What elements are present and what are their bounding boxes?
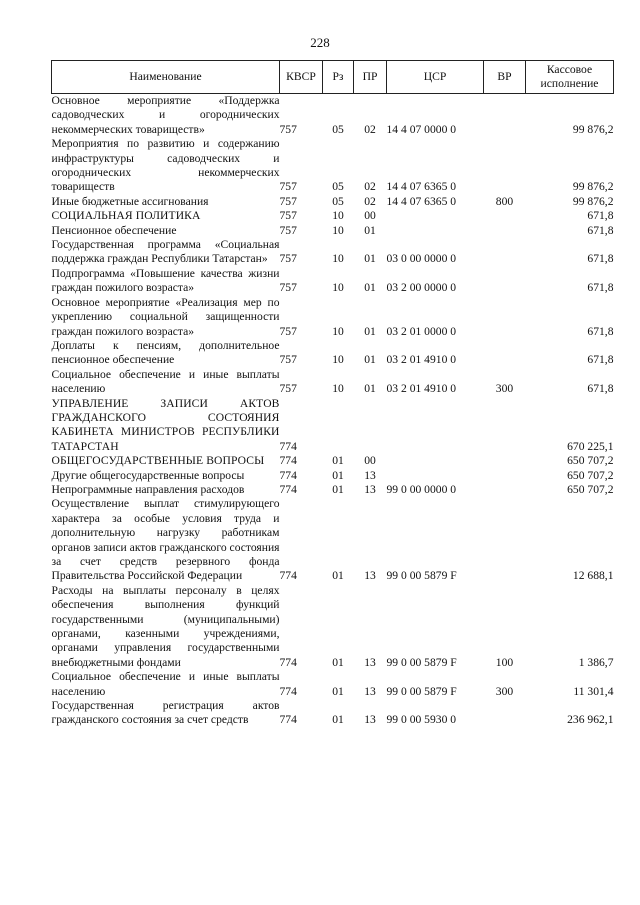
row-vr: [484, 469, 526, 483]
table-row: [52, 699, 614, 728]
row-name: Непрограммные направления расходов: [51, 482, 245, 496]
row-amount: 236 962,1: [567, 713, 614, 727]
row-amount: 650 707,2: [567, 454, 614, 468]
row-amount: 671,8: [587, 209, 614, 223]
row-rz: 05: [332, 180, 344, 194]
row-pr: 02: [364, 194, 376, 208]
row-csr: 14 4 07 6365 0: [386, 194, 457, 208]
table-row: [52, 584, 614, 670]
row-vr: [484, 483, 526, 497]
row-name: Мероприятия по развитию и содержанию инфраструктуры садоводческих и огороднических некоммерческих товариществ: [51, 137, 280, 194]
row-rz: 05: [332, 122, 344, 136]
row-name: УПРАВЛЕНИЕ ЗАПИСИ АКТОВ ГРАЖДАНСКОГО СОСТОЯНИЯ КАБИНЕТА МИНИСТРОВ РЕСПУБЛИКИ ТАТАРСТАН: [51, 396, 280, 453]
row-vr: [484, 397, 526, 455]
row-rz: 10: [332, 281, 344, 295]
row-vr: [484, 296, 526, 339]
row-csr: 99 0 00 5879 F: [386, 684, 457, 698]
row-name: Другие общегосударственные вопросы: [51, 468, 245, 482]
table-row: [52, 368, 614, 397]
table-row: [52, 238, 614, 267]
page-number: 228: [310, 35, 330, 50]
row-vr: [484, 238, 526, 267]
row-name: Социальное обеспечение и иные выплаты населению: [51, 670, 280, 698]
row-kvsr: 757: [279, 122, 297, 136]
row-csr: 99 0 00 5879 F: [386, 655, 457, 669]
row-pr: 01: [364, 353, 376, 367]
row-amount: 99 876,2: [572, 180, 614, 194]
table-row: [52, 483, 614, 497]
row-rz: 10: [332, 324, 344, 338]
table-row: [52, 267, 614, 296]
row-csr: 14 4 07 0000 0: [386, 122, 457, 136]
header-csr: ЦСР: [387, 61, 484, 94]
table-row: [52, 339, 614, 368]
row-pr: 01: [364, 223, 376, 237]
row-kvsr: 774: [279, 684, 297, 698]
row-csr: [387, 454, 484, 468]
row-pr: 00: [364, 454, 376, 468]
row-amount: 670 225,1: [567, 439, 614, 453]
table-row: [52, 296, 614, 339]
row-kvsr: 757: [279, 180, 297, 194]
table-row: [52, 224, 614, 238]
row-vr: 300: [495, 382, 514, 396]
row-rz: 10: [332, 209, 344, 223]
row-csr: [387, 469, 484, 483]
row-vr: [484, 224, 526, 238]
row-vr: [484, 209, 526, 223]
row-kvsr: 774: [279, 439, 297, 453]
row-vr: [484, 699, 526, 728]
header-vr: ВР: [484, 61, 526, 94]
row-rz: 01: [332, 684, 344, 698]
row-amount: 11 301,4: [573, 684, 614, 698]
row-amount: 99 876,2: [572, 194, 614, 208]
row-rz: 10: [332, 223, 344, 237]
table-row: [52, 94, 614, 138]
row-pr: [354, 397, 387, 455]
row-name: Осуществление выплат стимулирующего характера за особые условия труда и дополнительную нагрузку работникам органов записи актов гражданского состояния за счет средств резервного фонда Правительства Российской Федерации: [51, 497, 280, 583]
row-csr: 14 4 07 6365 0: [386, 180, 457, 194]
row-vr: [484, 137, 526, 195]
row-kvsr: 774: [279, 468, 297, 482]
row-csr: 99 0 00 5930 0: [386, 713, 457, 727]
row-kvsr: 774: [279, 655, 297, 669]
row-rz: 10: [332, 382, 344, 396]
header-kvsr: КВСР: [280, 61, 323, 94]
header-rz: Рз: [323, 61, 354, 94]
row-name: Доплаты к пенсиям, дополнительное пенсионное обеспечение: [51, 338, 280, 367]
row-vr: 300: [495, 684, 514, 698]
header-name: Наименование: [52, 61, 280, 94]
row-rz: 01: [332, 713, 344, 727]
row-rz: 10: [332, 353, 344, 367]
row-kvsr: 757: [279, 194, 297, 208]
row-csr: [387, 397, 484, 455]
row-amount: 671,8: [587, 382, 614, 396]
row-name: Основное мероприятие «Поддержка садоводческих и огороднических некоммерческих товариществ»: [51, 94, 280, 136]
row-kvsr: 774: [279, 713, 297, 727]
row-csr: 03 2 01 4910 0: [386, 382, 457, 396]
row-pr: 13: [364, 482, 376, 496]
row-kvsr: 757: [279, 223, 297, 237]
row-name: Государственная регистрация актов гражданского состояния за счет средств: [51, 699, 280, 727]
row-name: Расходы на выплаты персоналу в целях обеспечения выполнения функций государственными (муниципальными) органами, казенными учреждениями, органами управления государственными внебюджетными фондами: [51, 583, 280, 669]
row-kvsr: 757: [279, 353, 297, 367]
row-pr: 13: [364, 468, 376, 482]
row-amount: 650 707,2: [567, 468, 614, 482]
row-vr: 100: [495, 655, 514, 669]
row-rz: 10: [332, 252, 344, 266]
row-pr: 02: [364, 180, 376, 194]
row-kvsr: 757: [279, 324, 297, 338]
row-vr: 800: [495, 194, 514, 208]
row-pr: 13: [364, 655, 376, 669]
row-pr: 13: [364, 569, 376, 583]
table-header-row: [52, 61, 614, 94]
header-pr: ПР: [354, 61, 387, 94]
row-name: Основное мероприятие «Реализация мер по укреплению социальной защищенности граждан пожилого возраста»: [51, 295, 280, 338]
row-rz: 05: [332, 194, 344, 208]
row-amount: 671,8: [587, 252, 614, 266]
row-kvsr: 774: [279, 454, 297, 468]
row-csr: 03 0 00 0000 0: [386, 252, 457, 266]
row-csr: 03 2 01 0000 0: [386, 324, 457, 338]
row-pr: 01: [364, 252, 376, 266]
row-vr: [484, 454, 526, 468]
table-row: [52, 469, 614, 483]
row-amount: 12 688,1: [572, 569, 614, 583]
table-row: [52, 670, 614, 699]
row-kvsr: 757: [279, 252, 297, 266]
row-amount: 671,8: [587, 223, 614, 237]
row-vr: [484, 267, 526, 296]
table-row: [52, 397, 614, 455]
row-name: Государственная программа «Социальная поддержка граждан Республики Татарстан»: [51, 238, 280, 266]
row-name: Подпрограмма «Повышение качества жизни граждан пожилого возраста»: [51, 266, 280, 295]
row-csr: 03 2 00 0000 0: [386, 281, 457, 295]
table-row: [52, 454, 614, 468]
row-pr: 02: [364, 122, 376, 136]
row-vr: [484, 94, 526, 138]
row-kvsr: 774: [279, 569, 297, 583]
row-kvsr: 774: [279, 482, 297, 496]
row-rz: 01: [332, 454, 344, 468]
row-rz: 01: [332, 468, 344, 482]
header-amount: Кассовое исполнение: [526, 61, 614, 94]
row-name: Иные бюджетные ассигнования: [51, 194, 209, 208]
row-csr: 99 0 00 0000 0: [386, 482, 457, 496]
row-pr: 13: [364, 684, 376, 698]
row-rz: [323, 397, 354, 455]
row-kvsr: 757: [279, 281, 297, 295]
row-pr: 00: [364, 209, 376, 223]
row-vr: [484, 497, 526, 583]
row-csr: [387, 209, 484, 223]
row-kvsr: 757: [279, 209, 297, 223]
table-row: [52, 137, 614, 195]
row-kvsr: 757: [279, 382, 297, 396]
row-csr: [387, 224, 484, 238]
row-amount: 99 876,2: [572, 122, 614, 136]
row-pr: 13: [364, 713, 376, 727]
row-rz: 01: [332, 655, 344, 669]
row-amount: 1 386,7: [578, 655, 614, 669]
row-csr: 03 2 01 4910 0: [386, 353, 457, 367]
row-amount: 671,8: [587, 353, 614, 367]
table-row: [52, 195, 614, 209]
table-row: [52, 497, 614, 583]
row-pr: 01: [364, 324, 376, 338]
row-name: ОБЩЕГОСУДАРСТВЕННЫЕ ВОПРОСЫ: [51, 454, 265, 468]
row-rz: 01: [332, 482, 344, 496]
row-name: СОЦИАЛЬНАЯ ПОЛИТИКА: [51, 209, 201, 223]
row-pr: 01: [364, 281, 376, 295]
row-name: Пенсионное обеспечение: [51, 223, 177, 237]
row-vr: [484, 339, 526, 368]
table-row: [52, 209, 614, 223]
row-amount: 650 707,2: [567, 482, 614, 496]
row-csr: 99 0 00 5879 F: [386, 569, 457, 583]
row-pr: 01: [364, 382, 376, 396]
row-amount: 671,8: [587, 281, 614, 295]
budget-execution-table: [51, 60, 614, 728]
row-rz: 01: [332, 569, 344, 583]
row-amount: 671,8: [587, 324, 614, 338]
row-name: Социальное обеспечение и иные выплаты населению: [51, 367, 280, 396]
